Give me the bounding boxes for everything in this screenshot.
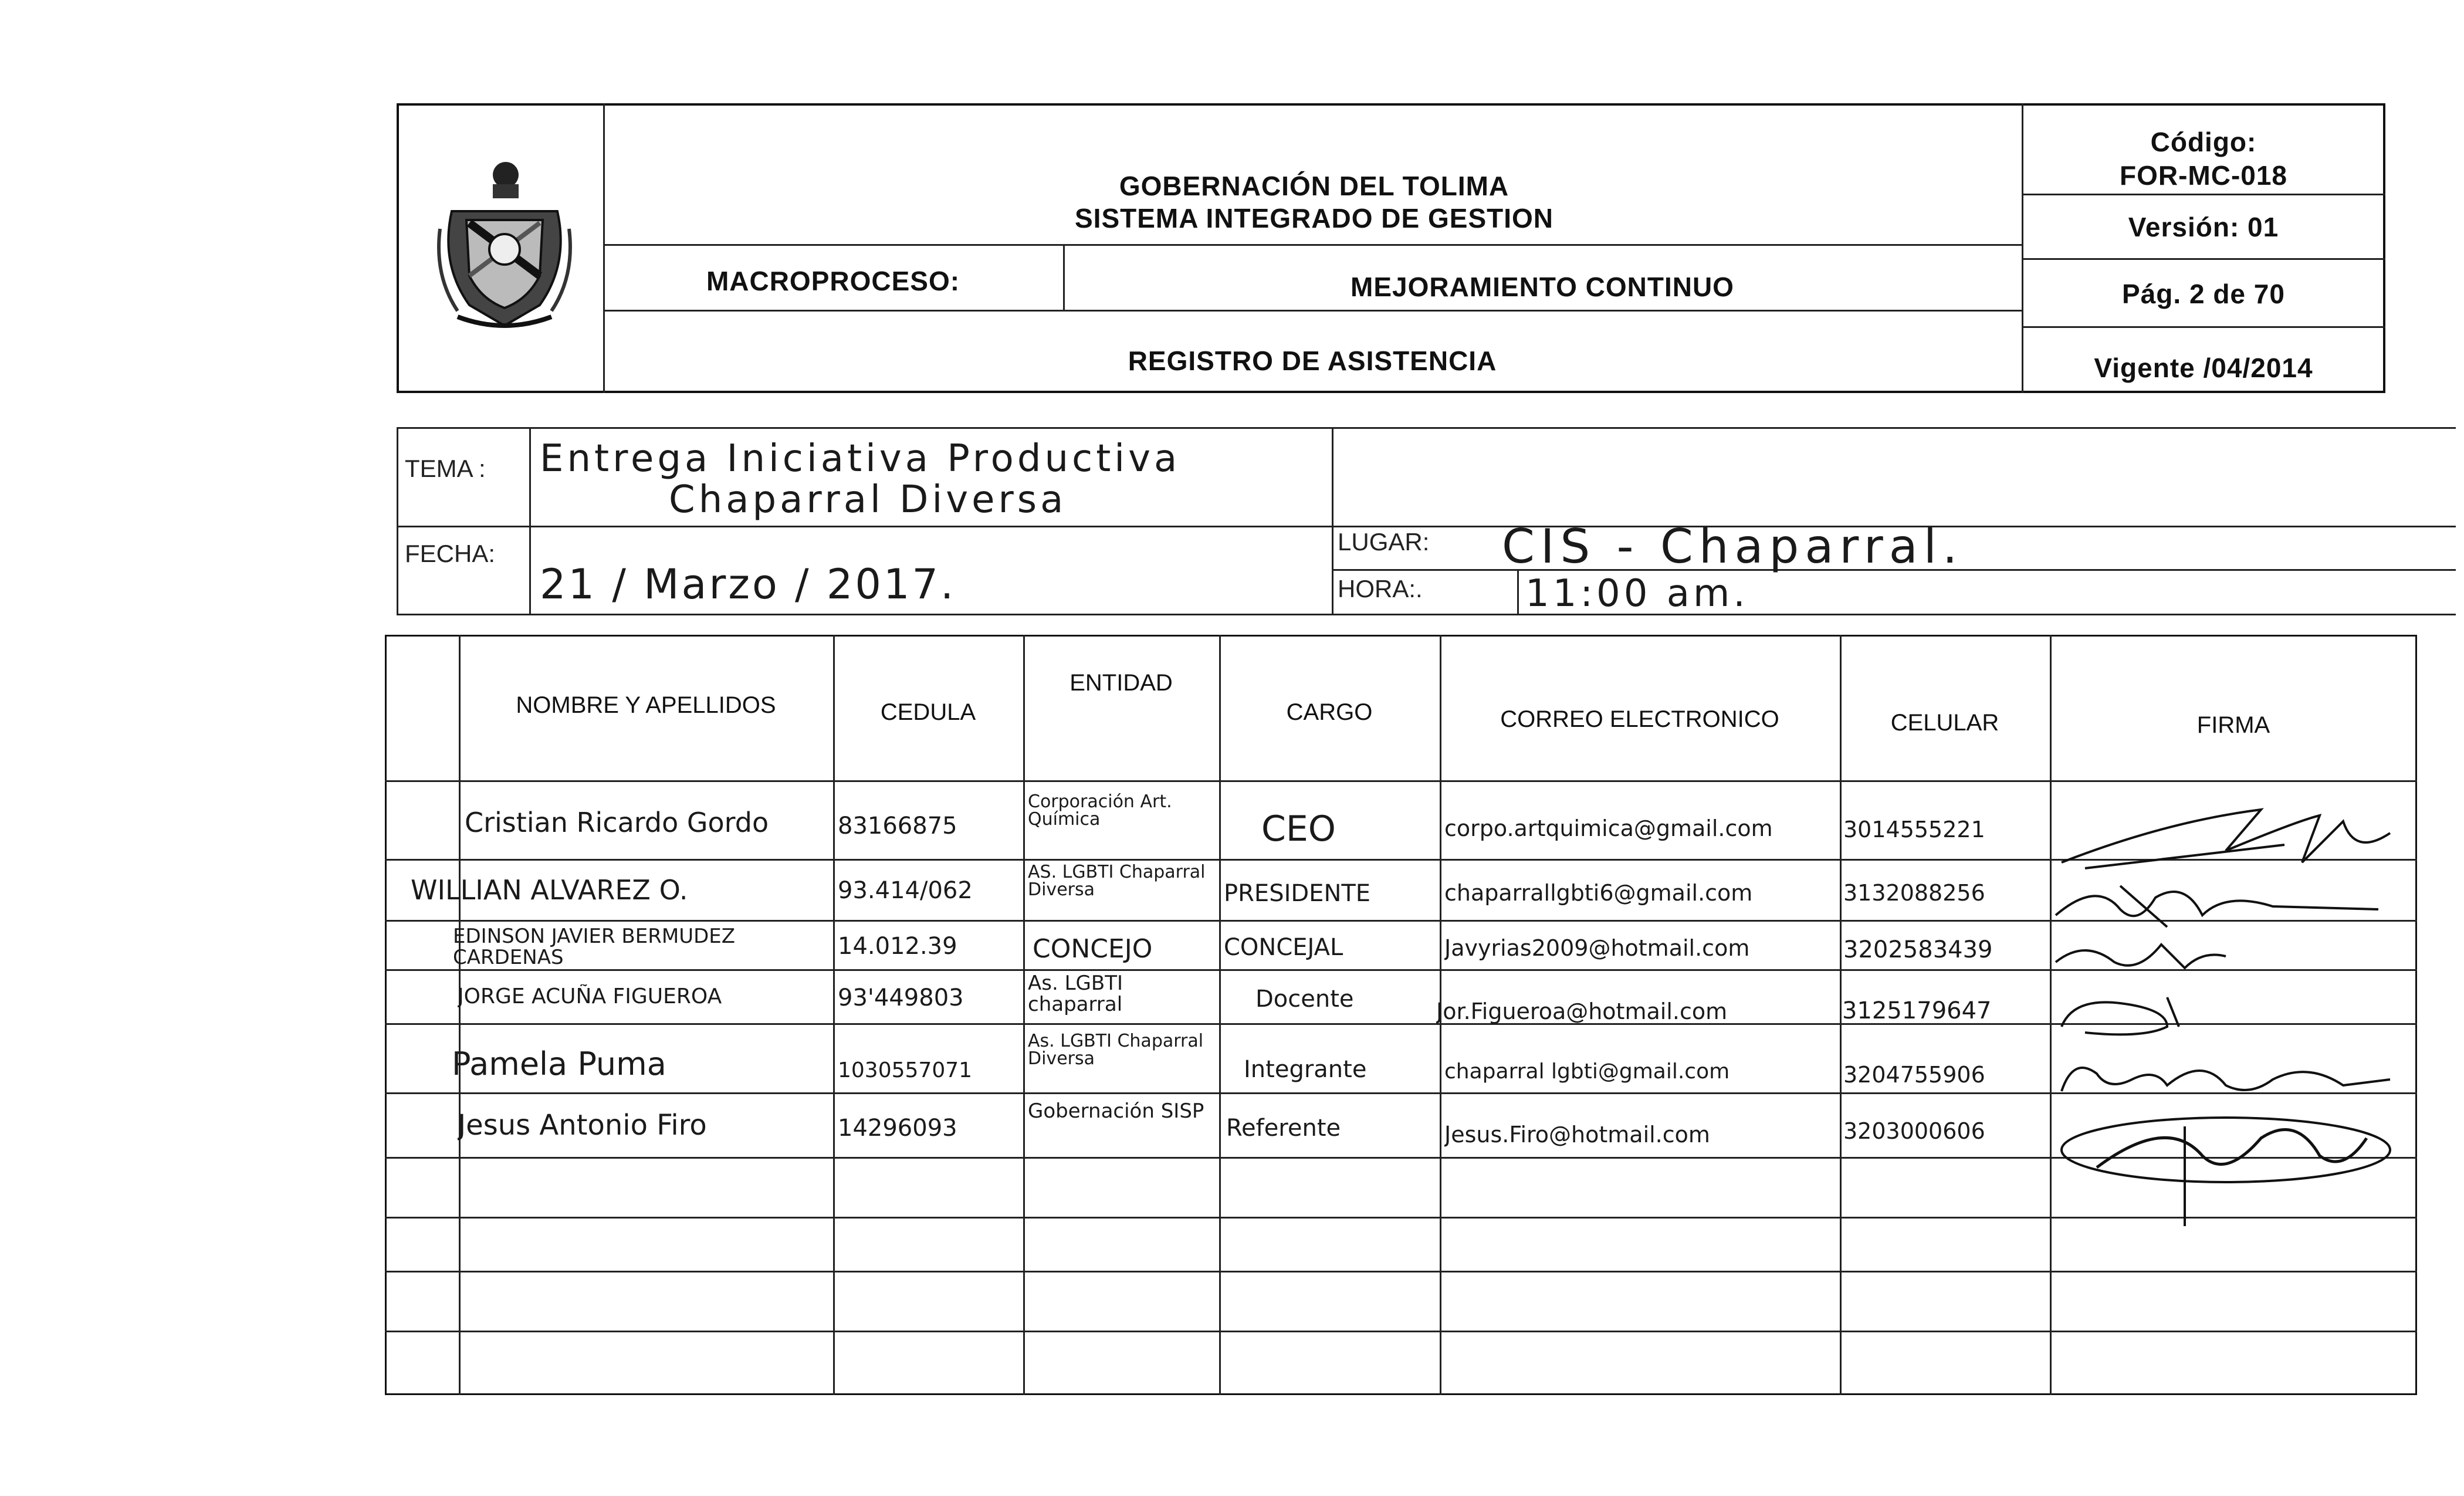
row6-cargo: Referente (1226, 1115, 1341, 1142)
row6-entidad: Gobernación SISP (1028, 1101, 1204, 1122)
row2-nombre: WILLIAN ALVAREZ O. (411, 874, 688, 906)
row4-cargo: Docente (1255, 986, 1354, 1013)
system-title: SISTEMA INTEGRADO DE GESTION (1074, 203, 1554, 233)
row3-correo: Javyrias2009@hotmail.com (1444, 935, 1750, 961)
row3-cedula: 14.012.39 (838, 933, 957, 960)
tema-value-line1: Entrega Iniciativa Productiva (540, 437, 1181, 480)
tema-label: TEMA : (405, 455, 486, 482)
lugar-label: LUGAR: (1338, 528, 1430, 556)
signature-row6 (2050, 1103, 2402, 1232)
row5-cedula: 1030557071 (838, 1058, 973, 1082)
row5-celular: 3204755906 (1843, 1062, 1985, 1088)
header-cedula: CEDULA (880, 699, 976, 725)
row6-correo: Jesus.Firo@hotmail.com (1444, 1122, 1710, 1148)
row-line-8 (385, 1271, 2417, 1272)
row2-entidad: AS. LGBTI Chaparral Diversa (1028, 864, 1206, 899)
page-label: Pág. 2 de 70 (2122, 279, 2285, 309)
row6-nombre: Jesus Antonio Firo (458, 1109, 707, 1142)
row1-cedula: 83166875 (838, 813, 957, 840)
header-correo: CORREO ELECTRONICO (1500, 706, 1779, 732)
header-firma: FIRMA (2196, 712, 2270, 738)
col-line-2 (833, 635, 835, 1395)
form-mid-line (397, 526, 2456, 527)
row1-entidad: Corporación Art. Química (1028, 793, 1172, 828)
col-line-4 (1219, 635, 1221, 1395)
row1-celular: 3014555221 (1843, 817, 1985, 842)
signature-row3 (2050, 927, 2402, 980)
row3-celular: 3202583439 (1843, 936, 1993, 963)
lugar-value: CIS - Chaparral. (1502, 519, 1964, 574)
row4-entidad: As. LGBTI chaparral (1028, 973, 1123, 1015)
row-line-9 (385, 1331, 2417, 1332)
row3-cargo: CONCEJAL (1224, 934, 1343, 961)
form-bottom-line (397, 614, 2456, 615)
row2-celular: 3132088256 (1843, 880, 1985, 906)
header-entidad: ENTIDAD (1069, 670, 1173, 696)
macroprocess-label: MACROPROCESO: (706, 266, 960, 296)
row-line-header (385, 780, 2417, 782)
row2-cargo: PRESIDENTE (1224, 880, 1371, 907)
row4-celular: 3125179647 (1842, 997, 1992, 1024)
row2-correo: chaparrallgbti6@gmail.com (1444, 880, 1753, 906)
row3-entidad: CONCEJO (1033, 934, 1153, 964)
hora-label: HORA:. (1338, 575, 1423, 603)
row6-celular: 3203000606 (1843, 1118, 1985, 1144)
code-line-1 (2022, 194, 2385, 195)
form-left-line (397, 427, 398, 614)
row5-cargo: Integrante (1244, 1056, 1367, 1083)
row1-nombre: Cristian Ricardo Gordo (465, 807, 769, 838)
macroprocess-value: MEJORAMIENTO CONTINUO (1351, 272, 1734, 302)
organization-title: GOBERNACIÓN DEL TOLIMA (1119, 171, 1509, 201)
code-line-3 (2022, 326, 2385, 328)
row5-nombre: Pamela Puma (452, 1045, 666, 1082)
code-label: Código: (2150, 127, 2257, 157)
coat-of-arms-logo (434, 158, 575, 334)
form-right-divider (1332, 427, 1333, 614)
signature-row2 (2050, 874, 2402, 933)
tema-value-line2: Chaparral Diversa (669, 478, 1067, 522)
row1-correo: corpo.artquimica@gmail.com (1444, 815, 1773, 841)
header-nombre: NOMBRE Y APELLIDOS (516, 692, 776, 718)
row6-cedula: 14296093 (838, 1115, 957, 1142)
row4-nombre: JORGE ACUÑA FIGUEROA (458, 984, 722, 1008)
row3-nombre: EDINSON JAVIER BERMUDEZ CARDENAS (453, 926, 736, 968)
hora-divider (1517, 569, 1519, 614)
form-label-divider (529, 427, 531, 614)
row5-correo: chaparral lgbti@gmail.com (1444, 1060, 1730, 1084)
header-celular: CELULAR (1890, 710, 1999, 736)
row2-cedula: 93.414/062 (838, 877, 973, 904)
header-cargo: CARGO (1286, 699, 1373, 725)
valid-label: Vigente /04/2014 (2094, 353, 2313, 383)
version-label: Versión: 01 (2128, 212, 2279, 242)
signature-row1 (2050, 798, 2402, 874)
row4-correo: Jor.Figueroa@hotmail.com (1436, 999, 1728, 1024)
col-line-1 (459, 635, 461, 1395)
fecha-value: 21 / Marzo / 2017. (540, 560, 956, 608)
signature-row4 (2050, 986, 2402, 1038)
header-row-line-1 (603, 244, 2022, 246)
document-title: REGISTRO DE ASISTENCIA (1128, 346, 1497, 376)
form-top-line (397, 427, 2456, 429)
col-line-6 (1840, 635, 1842, 1395)
header-row-line-2 (603, 310, 2022, 312)
fecha-label: FECHA: (405, 540, 496, 567)
row1-cargo: CEO (1261, 808, 1336, 849)
row4-cedula: 93'449803 (838, 984, 964, 1011)
col-line-3 (1023, 635, 1025, 1395)
code-line-2 (2022, 258, 2385, 260)
signature-row5 (2050, 1044, 2402, 1103)
row5-entidad: As. LGBTI Chaparral Diversa (1028, 1033, 1204, 1068)
code-value: FOR-MC-018 (2119, 160, 2288, 191)
hora-value: 11:00 am. (1525, 572, 1749, 615)
